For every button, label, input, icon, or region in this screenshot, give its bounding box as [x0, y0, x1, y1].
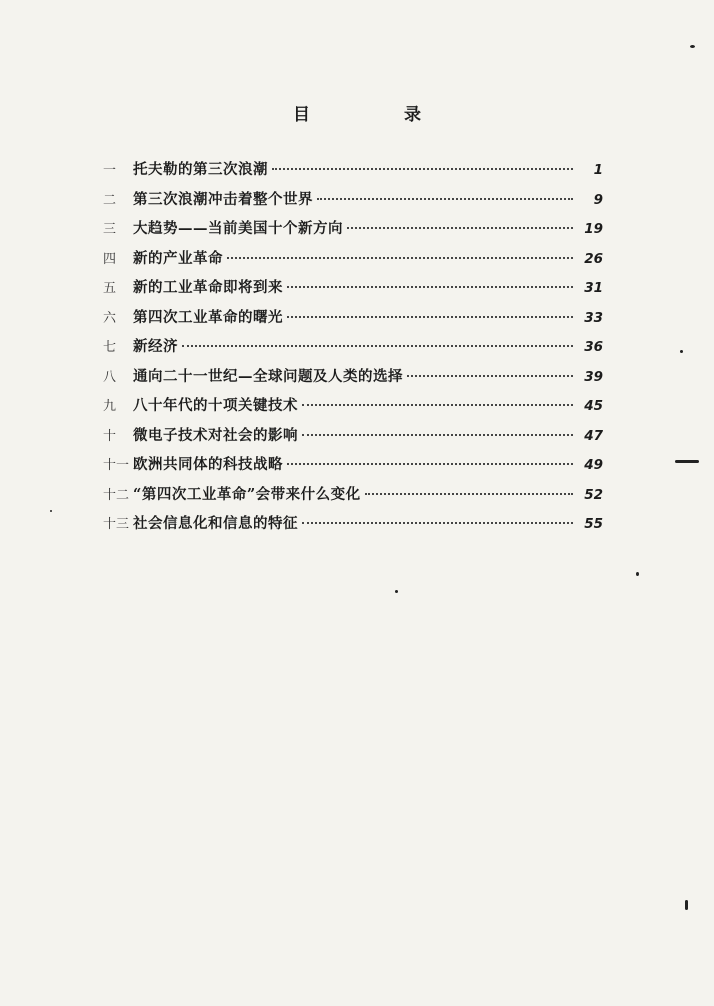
dot-leader — [302, 404, 573, 406]
entry-number: 五 — [103, 281, 117, 296]
entry-label: 第三次浪潮冲击着整个世界 — [133, 190, 313, 208]
scan-speck — [690, 45, 695, 48]
entry-page-number: 1 — [593, 162, 603, 178]
dot-leader — [287, 316, 573, 318]
scan-speck — [395, 590, 398, 593]
dot-leader — [347, 227, 573, 229]
entry-number: 十二 — [103, 487, 130, 503]
dot-leader — [287, 463, 573, 465]
scan-speck — [675, 460, 699, 463]
entry-label: 新的工业革命即将到来 — [133, 279, 283, 296]
entry-number: 九 — [103, 399, 117, 414]
entry-number: 十 — [103, 428, 117, 444]
entry-page-number: 31 — [584, 280, 603, 296]
toc-entry[interactable] — [103, 247, 603, 277]
dot-leader — [407, 375, 573, 377]
entry-number: 二 — [103, 192, 117, 208]
entry-label: 社会信息化和信息的特征 — [133, 515, 298, 532]
entry-page-number: 55 — [584, 516, 603, 532]
toc-entry[interactable] — [103, 306, 603, 336]
entry-label: 托夫勒的第三次浪潮 — [133, 161, 268, 178]
entry-page-number: 19 — [584, 221, 603, 237]
dot-leader — [317, 198, 573, 200]
entry-label: 欧洲共同体的科技战略 — [133, 456, 283, 473]
entry-label: 新经济 — [133, 338, 178, 355]
entry-page-number: 36 — [584, 339, 603, 355]
toc-entry[interactable] — [103, 512, 603, 542]
entry-number: 三 — [103, 222, 117, 237]
scan-speck — [50, 510, 52, 512]
scan-speck — [636, 572, 639, 576]
dot-leader — [272, 168, 573, 170]
entry-number: 十一 — [103, 458, 130, 473]
entry-page-number: 39 — [584, 368, 603, 385]
entry-number: 四 — [103, 251, 117, 267]
scan-speck — [685, 900, 688, 910]
entry-number: 六 — [103, 310, 117, 326]
entry-label: 第四次工业革命的曙光 — [133, 308, 283, 326]
entry-page-number: 45 — [584, 398, 603, 414]
dot-leader — [365, 493, 573, 495]
entry-page-number: 9 — [593, 191, 603, 208]
toc-entry[interactable] — [103, 365, 603, 395]
toc-entry[interactable] — [103, 424, 603, 454]
entry-number: 一 — [103, 163, 117, 178]
entry-page-number: 47 — [584, 427, 603, 444]
entry-page-number: 49 — [584, 457, 603, 473]
toc-entry[interactable] — [103, 276, 603, 306]
dot-leader — [287, 286, 573, 288]
entry-label: 新的产业革命 — [133, 249, 223, 267]
toc-entry[interactable] — [103, 394, 603, 424]
entry-number: 八 — [103, 369, 117, 385]
entry-page-number: 52 — [584, 486, 603, 503]
page-title: 目 录 — [293, 105, 465, 125]
entry-label: 微电子技术对社会的影响 — [133, 426, 298, 444]
toc-entry[interactable] — [103, 188, 603, 218]
dot-leader — [302, 434, 573, 436]
entry-page-number: 33 — [584, 309, 603, 326]
entry-number: 七 — [103, 340, 117, 355]
toc-entry[interactable] — [103, 335, 603, 365]
toc-entry[interactable] — [103, 483, 603, 513]
entry-page-number: 26 — [584, 250, 603, 267]
entry-label: 大趋势——当前美国十个新方向 — [133, 220, 343, 237]
entry-label: “第四次工业革命”会带来什么变化 — [133, 485, 361, 503]
dot-leader — [182, 345, 573, 347]
entry-label: 通向二十一世纪—全球问题及人类的选择 — [133, 367, 403, 385]
dot-leader — [227, 257, 573, 259]
entry-number: 十三 — [103, 517, 130, 532]
toc-entry[interactable] — [103, 453, 603, 483]
toc-entry[interactable] — [103, 217, 603, 247]
scan-speck — [680, 350, 683, 353]
toc-entry[interactable] — [103, 158, 603, 188]
table-of-contents — [103, 158, 603, 542]
dot-leader — [302, 522, 573, 524]
entry-label: 八十年代的十项关键技术 — [133, 397, 298, 414]
